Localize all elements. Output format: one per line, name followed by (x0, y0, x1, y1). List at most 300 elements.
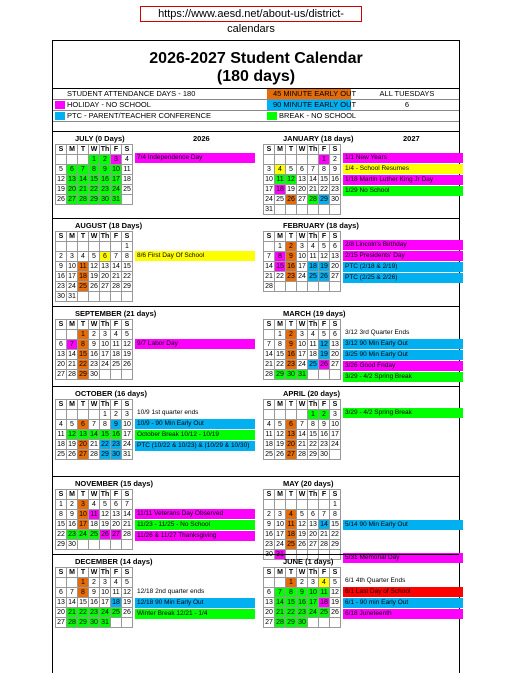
day-cell: 17 (331, 431, 339, 438)
month-grid (263, 399, 341, 460)
day-cell: 27 (57, 619, 65, 626)
day-cell: 21 (68, 361, 76, 368)
day-cell: 15 (123, 263, 131, 270)
day-cell: 30 (90, 371, 98, 378)
day-cell: 30 (90, 619, 98, 626)
weekday-header: S (264, 400, 275, 410)
weekday-header: S (122, 490, 133, 500)
day-cell: 3 (67, 252, 78, 262)
day-cell: 25 (112, 609, 120, 616)
month-grid (263, 567, 341, 628)
day-cell: 15 (331, 521, 339, 528)
weekday-header: W (297, 145, 308, 155)
day-cell: 27 (79, 451, 87, 458)
day-cell (264, 242, 275, 252)
month-grid (263, 319, 341, 380)
day-cell: 8 (56, 510, 67, 520)
weekday-header: T (78, 320, 89, 330)
day-cell: 9 (111, 420, 122, 430)
weekday-header: S (264, 490, 275, 500)
month-title: FEBRUARY (18 days) (283, 221, 359, 230)
day-cell: 19 (320, 351, 328, 358)
day-cell: 15 (276, 263, 284, 270)
day-cell (297, 155, 308, 165)
legend-early45: 45 MINUTE EARLY OUT (273, 89, 357, 98)
day-cell: 4 (111, 578, 122, 588)
day-cell: 24 (265, 196, 273, 203)
day-cell: 21 (320, 531, 328, 538)
weekday-header: S (122, 232, 133, 242)
day-cell: 24 (101, 361, 109, 368)
day-cell: 2 (56, 252, 67, 262)
day-cell: 6 (264, 588, 275, 598)
weekday-header: Th (308, 146, 318, 153)
day-cell: 13 (101, 263, 109, 270)
weekday-header: S (122, 568, 133, 578)
page-subtitle: (180 days) (216, 68, 296, 85)
day-cell: 4 (275, 165, 286, 175)
day-cell: 16 (68, 521, 76, 528)
day-cell: 21 (79, 186, 87, 193)
day-cell: 28 (90, 451, 98, 458)
day-cell: 31 (265, 206, 273, 213)
day-cell: 30 (57, 293, 65, 300)
day-cell: 1 (122, 242, 133, 252)
event-note: 10/9 - 90 Min Early Out (135, 419, 255, 429)
month-notes (343, 328, 463, 383)
day-cell: 7 (297, 420, 308, 430)
day-cell: 26 (276, 451, 284, 458)
day-cell: 10 (101, 341, 109, 348)
calendar-document (52, 40, 460, 673)
day-cell: 7 (264, 340, 275, 350)
day-cell: 29 (79, 619, 87, 626)
day-cell: 19 (331, 599, 339, 606)
weekday-header: M (67, 320, 78, 330)
day-cell: 12 (101, 511, 109, 518)
day-cell: 26 (90, 283, 98, 290)
day-cell: 27 (101, 283, 109, 290)
day-cell: 19 (123, 351, 131, 358)
day-cell: 15 (276, 351, 284, 358)
weekday-header: Th (308, 321, 318, 328)
day-cell: 26 (320, 273, 328, 280)
day-cell: 24 (331, 441, 339, 448)
weekday-header: Th (308, 401, 318, 408)
day-cell: 16 (298, 599, 306, 606)
day-cell: 9 (330, 165, 341, 175)
day-cell: 1 (275, 330, 286, 340)
day-cell: 17 (123, 431, 131, 438)
day-cell: 2 (330, 155, 341, 165)
day-cell: 6 (100, 252, 111, 262)
day-cell: 26 (101, 531, 109, 538)
day-cell (56, 410, 67, 420)
day-cell: 15 (320, 176, 328, 183)
day-cell (111, 370, 122, 380)
day-cell: 14 (68, 599, 76, 606)
day-cell: 28 (320, 541, 328, 548)
day-cell: 22 (320, 186, 328, 193)
day-cell (330, 450, 341, 460)
day-cell (122, 292, 133, 302)
weekday-header: S (330, 320, 341, 330)
day-cell: 9 (319, 420, 330, 430)
day-cell (297, 282, 308, 292)
day-cell: 5 (122, 578, 133, 588)
legend-attendance: STUDENT ATTENDANCE DAYS - 180 (67, 89, 196, 98)
event-note: 5/31 Memorial Day (343, 553, 463, 563)
day-cell: 23 (331, 186, 339, 193)
day-cell (67, 242, 78, 252)
day-cell: 20 (101, 273, 109, 280)
day-cell: 26 (123, 361, 131, 368)
event-note: 3/12 3rd Quarter Ends (345, 329, 410, 336)
day-cell: 8 (275, 340, 286, 350)
day-cell (319, 618, 330, 628)
legend-holiday-swatch (55, 101, 65, 109)
day-cell: 26 (287, 196, 295, 203)
day-cell: 23 (90, 361, 98, 368)
day-cell: 20 (57, 361, 65, 368)
day-cell (286, 410, 297, 420)
day-cell: 24 (309, 609, 317, 616)
day-cell: 20 (331, 263, 339, 270)
day-cell: 9 (264, 520, 275, 530)
day-cell: 4 (286, 510, 297, 520)
day-cell: 6 (78, 420, 89, 430)
url-bar[interactable]: https://www.aesd.net/about-us/district-calendars (140, 6, 362, 22)
day-cell: 24 (298, 361, 306, 368)
day-cell: 23 (265, 541, 273, 548)
weekday-header: S (264, 568, 275, 578)
weekday-header: S (56, 490, 67, 500)
row-divider (53, 476, 459, 477)
day-cell (286, 500, 297, 510)
weekday-header: W (89, 320, 100, 330)
day-cell: 13 (112, 511, 120, 518)
day-cell: 12 (287, 176, 295, 183)
row-divider (53, 218, 459, 219)
day-cell: 22 (79, 361, 87, 368)
day-cell: 21 (309, 186, 317, 193)
day-cell (78, 155, 89, 165)
day-cell: 17 (79, 521, 87, 528)
weekday-header: F (111, 400, 122, 410)
month-notes (135, 328, 255, 350)
day-cell: 22 (123, 273, 131, 280)
day-cell: 25 (309, 361, 317, 368)
day-cell (264, 155, 275, 165)
day-cell (275, 410, 286, 420)
month-grid (55, 319, 133, 380)
weekday-header: F (319, 320, 330, 330)
day-cell (122, 540, 133, 550)
day-cell (78, 410, 89, 420)
month-title: AUGUST (18 Days) (75, 221, 143, 230)
day-cell: 17 (309, 599, 317, 606)
day-cell: 5 (286, 165, 297, 175)
month-title: MAY (20 days) (283, 479, 334, 488)
day-cell: 12 (320, 253, 328, 260)
day-cell: 11 (309, 341, 317, 348)
day-cell: 2 (67, 500, 78, 510)
weekday-header: S (122, 320, 133, 330)
day-cell: 5 (122, 330, 133, 340)
day-cell: 12 (90, 263, 98, 270)
day-cell: 18 (79, 273, 87, 280)
day-cell: 12 (57, 176, 65, 183)
day-cell: 31 (101, 619, 109, 626)
day-cell: 1 (319, 155, 330, 165)
day-cell: 21 (112, 273, 120, 280)
event-note: PTC (2/18 & 2/19) (343, 262, 463, 272)
day-cell: 9 (297, 588, 308, 598)
day-cell: 11 (112, 589, 120, 596)
day-cell: 20 (331, 351, 339, 358)
day-cell: 25 (112, 361, 120, 368)
month-notes (135, 240, 255, 262)
month-grid (263, 144, 341, 215)
day-cell: 17 (101, 599, 109, 606)
event-note: 9/7 Labor Day (135, 339, 255, 349)
day-cell: 4 (89, 500, 100, 510)
day-cell: 24 (276, 541, 284, 548)
day-cell: 13 (68, 176, 76, 183)
day-cell: 10 (309, 589, 317, 596)
day-cell: 10 (298, 341, 306, 348)
day-cell: 10 (265, 176, 273, 183)
day-cell: 21 (276, 609, 284, 616)
day-cell (330, 370, 341, 380)
day-cell: 14 (79, 176, 87, 183)
day-cell: 6 (330, 242, 341, 252)
weekday-header: M (275, 145, 286, 155)
day-cell: 7 (67, 340, 78, 350)
day-cell: 2 (319, 410, 330, 420)
weekday-header: T (286, 400, 297, 410)
weekday-header: T (286, 568, 297, 578)
day-cell: 17 (112, 176, 120, 183)
weekday-header: Th (100, 491, 110, 498)
day-cell: 19 (287, 186, 295, 193)
day-cell: 3 (100, 578, 111, 588)
day-cell: 15 (79, 599, 87, 606)
day-cell: 12 (123, 589, 131, 596)
day-cell: 14 (298, 431, 306, 438)
day-cell: 10 (112, 166, 120, 173)
day-cell (330, 282, 341, 292)
day-cell: 29 (331, 541, 339, 548)
day-cell: 29 (101, 451, 109, 458)
day-cell: 5 (275, 420, 286, 430)
day-cell (286, 205, 297, 215)
event-note: 11/26 & 11/27 Thanksgiving (135, 531, 255, 541)
day-cell: 9 (56, 262, 67, 272)
day-cell: 18 (287, 531, 295, 538)
day-cell: 28 (265, 371, 273, 378)
day-cell: 22 (276, 361, 284, 368)
day-cell (308, 500, 319, 510)
day-cell: 14 (112, 263, 120, 270)
day-cell (89, 292, 100, 302)
day-cell (286, 155, 297, 165)
day-cell: 22 (287, 609, 295, 616)
day-cell: 7 (264, 252, 275, 262)
day-cell (89, 242, 100, 252)
day-cell: 21 (298, 441, 306, 448)
event-note: 6/18 Juneteenth (343, 609, 463, 619)
weekday-header: T (286, 490, 297, 500)
day-cell: 29 (90, 196, 98, 203)
weekday-header: W (89, 400, 100, 410)
day-cell: 14 (265, 351, 273, 358)
event-note: 1/29 No School (343, 186, 463, 196)
day-cell: 2 (264, 510, 275, 520)
day-cell: 18 (57, 441, 65, 448)
day-cell: 13 (309, 521, 317, 528)
day-cell: 1 (330, 500, 341, 510)
month-grid (55, 231, 133, 302)
weekday-header: S (330, 568, 341, 578)
day-cell: 13 (57, 599, 65, 606)
day-cell: 29 (57, 541, 65, 548)
month-notes (343, 153, 463, 197)
day-cell: 2 (100, 155, 111, 165)
day-cell: 11 (265, 431, 273, 438)
day-cell: 15 (57, 521, 65, 528)
day-cell (89, 410, 100, 420)
day-cell: 17 (298, 263, 306, 270)
weekday-header: F (111, 145, 122, 155)
day-cell: 11 (112, 341, 120, 348)
day-cell: 14 (276, 599, 284, 606)
day-cell (67, 578, 78, 588)
day-cell: 4 (264, 420, 275, 430)
weekday-header: S (330, 232, 341, 242)
event-note: 10/9 1st quarter ends (137, 409, 199, 416)
weekday-header: M (275, 320, 286, 330)
day-cell (308, 618, 319, 628)
day-cell: 30 (298, 619, 306, 626)
day-cell: 20 (79, 441, 87, 448)
day-cell: 13 (265, 599, 273, 606)
month-notes (135, 153, 255, 164)
day-cell: 28 (68, 371, 76, 378)
day-cell: 22 (90, 186, 98, 193)
day-cell: 22 (79, 609, 87, 616)
day-cell: 18 (309, 351, 317, 358)
day-cell: 13 (331, 253, 339, 260)
day-cell: 16 (287, 351, 295, 358)
day-cell: 26 (57, 196, 65, 203)
weekday-header: W (89, 232, 100, 242)
weekday-header: S (330, 490, 341, 500)
day-cell: 18 (320, 599, 328, 606)
day-cell: 26 (331, 609, 339, 616)
weekday-header: W (297, 320, 308, 330)
day-cell (297, 500, 308, 510)
month-title: JUNE (1 days) (283, 557, 334, 566)
weekday-header: S (56, 232, 67, 242)
day-cell: 7 (275, 588, 286, 598)
month-title: JANUARY (18 days) (283, 134, 354, 143)
weekday-header: F (319, 568, 330, 578)
day-cell: 4 (111, 330, 122, 340)
day-cell: 23 (101, 186, 109, 193)
day-cell: 27 (309, 541, 317, 548)
day-cell: 2 (111, 410, 122, 420)
weekday-header: M (275, 490, 286, 500)
day-cell: 9 (100, 165, 111, 175)
day-cell: 13 (79, 431, 87, 438)
day-cell: 30 (68, 541, 76, 548)
day-cell: 10 (79, 511, 87, 518)
weekday-header: S (56, 320, 67, 330)
day-cell: 5 (67, 420, 78, 430)
weekday-header: M (275, 400, 286, 410)
weekday-header: Th (100, 569, 110, 576)
day-cell: 11 (320, 589, 328, 596)
day-cell: 10 (101, 589, 109, 596)
weekday-header: W (89, 145, 100, 155)
weekday-header: M (67, 400, 78, 410)
day-cell: 6 (56, 588, 67, 598)
day-cell: 20 (57, 609, 65, 616)
day-cell: 8 (275, 252, 286, 262)
day-cell: 27 (331, 361, 339, 368)
day-cell: 4 (78, 252, 89, 262)
day-cell (275, 205, 286, 215)
weekday-header: T (78, 490, 89, 500)
legend-holiday: HOLIDAY - NO SCHOOL (67, 100, 151, 109)
day-cell: 2 (297, 578, 308, 588)
day-cell: 27 (57, 371, 65, 378)
day-cell: 20 (112, 521, 120, 528)
event-note: 7/4 Independence Day (135, 153, 255, 163)
day-cell (330, 205, 341, 215)
day-cell (275, 500, 286, 510)
day-cell (122, 370, 133, 380)
day-cell: 14 (265, 263, 273, 270)
day-cell: 25 (90, 531, 98, 538)
legend-ptc-swatch (55, 112, 65, 120)
day-cell (319, 370, 330, 380)
day-cell (67, 410, 78, 420)
day-cell: 7 (78, 165, 89, 175)
day-cell: 14 (320, 521, 328, 528)
weekday-header: Th (100, 146, 110, 153)
day-cell: 30 (265, 551, 273, 558)
weekday-header: Th (100, 401, 110, 408)
day-cell: 24 (79, 531, 87, 538)
day-cell: 29 (79, 371, 87, 378)
day-cell (56, 578, 67, 588)
day-cell: 23 (320, 441, 328, 448)
day-cell: 8 (100, 420, 111, 430)
day-cell (275, 155, 286, 165)
day-cell: 6 (330, 330, 341, 340)
day-cell (264, 410, 275, 420)
day-cell: 27 (265, 619, 273, 626)
day-cell (319, 500, 330, 510)
month-notes (135, 498, 255, 542)
day-cell: 3 (78, 500, 89, 510)
day-cell: 20 (309, 531, 317, 538)
day-cell: 10 (298, 253, 306, 260)
day-cell (297, 410, 308, 420)
month-title: SEPTEMBER (21 days) (75, 309, 157, 318)
